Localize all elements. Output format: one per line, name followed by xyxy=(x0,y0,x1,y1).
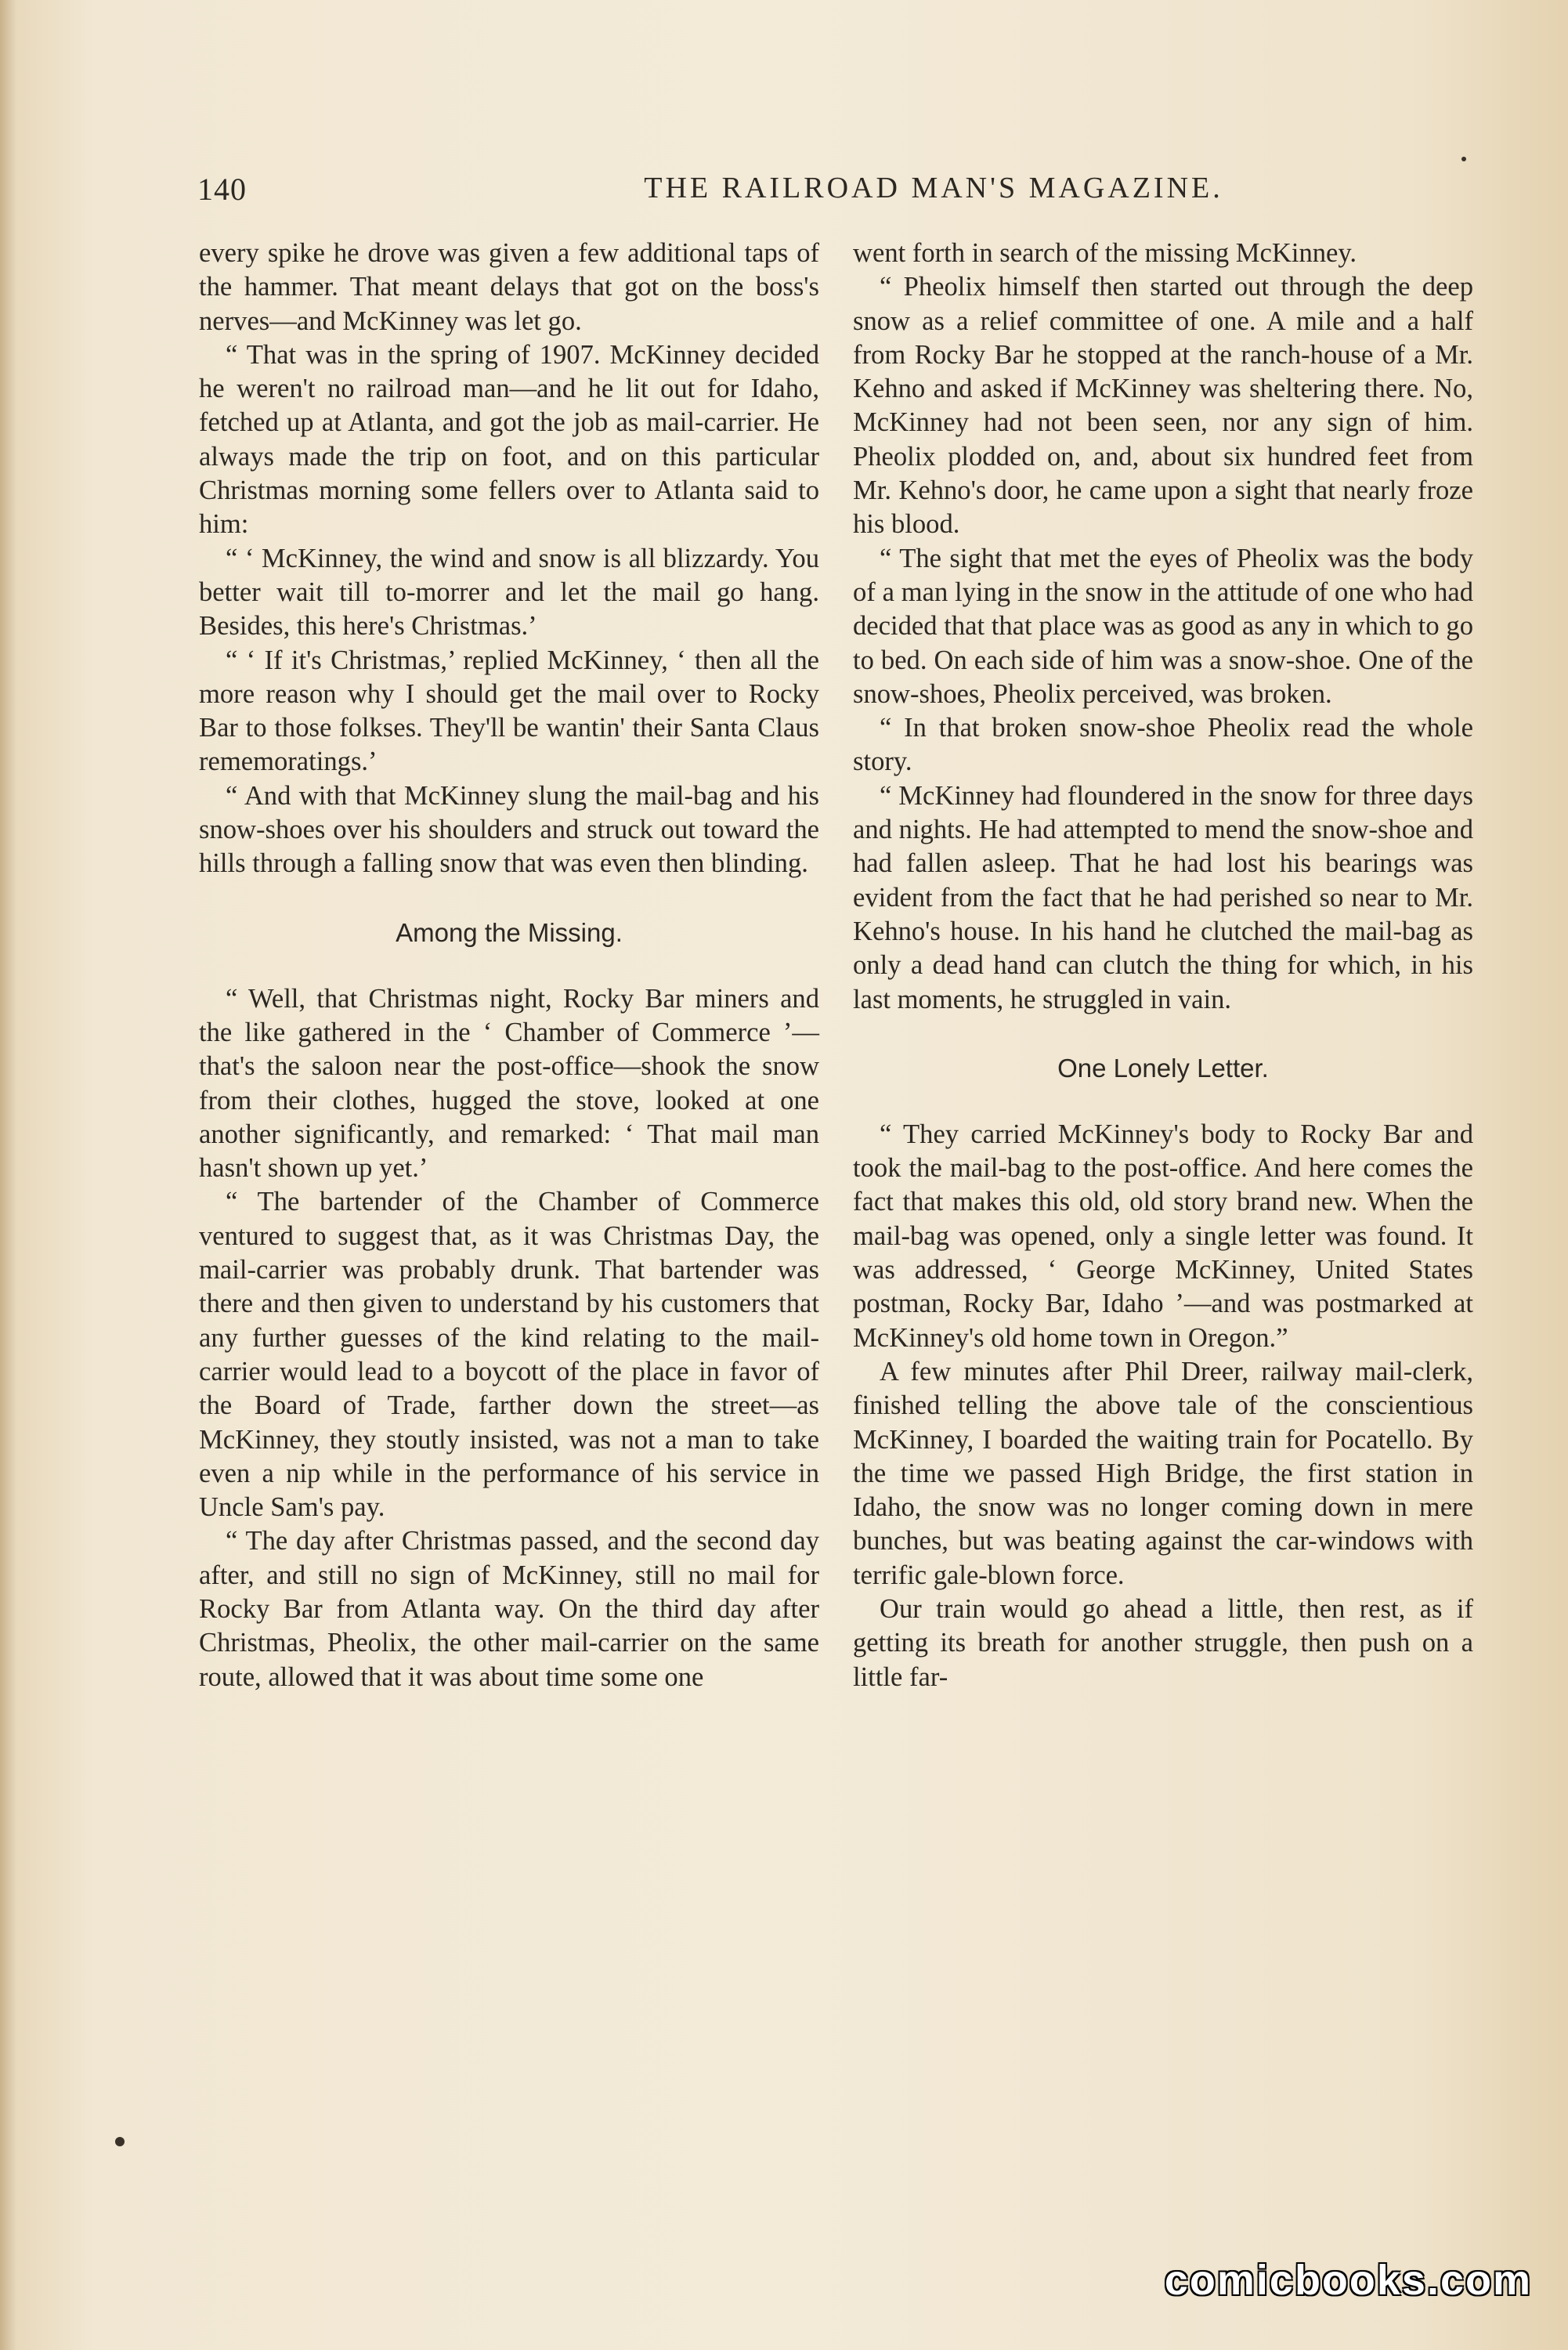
page-header xyxy=(197,171,1482,215)
left-column xyxy=(199,237,819,1694)
section-subheading: Among the Missing. xyxy=(396,917,623,947)
paragraph: “ And with that McKinney slung the mail-bag and his snow-shoes over his shoulders and struck out toward the hills through a falling snow that was even then blinding. xyxy=(199,780,819,879)
paragraph: “ The bartender of the Chamber of Commerce ventured to suggest that, as it was Christmas Day, the mail-carrier was probably drunk. That bartender was there and then given to understand by his customers that any further guesses of the kind relating to the mail-carrier would lead to a boycott of the place in favor of the Board of Trade, farther down the street—as McKinney, they stoutly insisted, was not a man to take even a nip while in the performance of his service in Uncle Sam's pay. xyxy=(199,1187,819,1523)
paragraph: “ The day after Christmas passed, and the second day after, and still no sign of McKinney, still no mail for Rocky Bar from Atlanta way. On the third day after Christmas, Pheolix, the other mail-carrier on the same route, allowed that it was about time some one xyxy=(199,1526,819,1692)
paragraph: “ They carried McKinney's body to Rocky Bar and took the mail-bag to the post-office. And here comes the fact that makes this old, old story brand new. When the mail-bag was opened, only a single letter was found. It was addressed, ‘ George McKinney, United States postman, Rocky Bar, Idaho ’—and was postmarked at McKinney's old home town in Oregon.” xyxy=(853,1119,1473,1353)
paragraph: “ In that broken snow-shoe Pheolix read the whole story. xyxy=(853,713,1473,777)
section-subheading: One Lonely Letter. xyxy=(1057,1053,1269,1083)
paragraph: “ Well, that Christmas night, Rocky Bar miners and the like gathered in the ‘ Chamber of Commerce ’—that's the saloon near the post-office—shook the snow from their clothes, hugged the stove, looked at one another significantly, and remarked: ‘ That mail man hasn't shown up yet.’ xyxy=(199,983,819,1184)
paragraph: “ ‘ If it's Christmas,’ replied McKinney, ‘ then all the more reason why I should get the mail over to Rocky Bar to those folkses. They'll be wantin' their Santa Claus rememoratings.’ xyxy=(199,645,819,777)
page-number: 140 xyxy=(197,172,247,207)
paragraph: every spike he drove was given a few additional taps of the hammer. That meant delays that got on the boss's nerves—and McKinney was let go. xyxy=(199,238,819,336)
paragraph: A few minutes after Phil Dreer, railway mail-clerk, finished telling the above tale of the conscientious McKinney, I boarded the waiting train for Pocatello. By the time we passed High Bridge, the first station in Idaho, the snow was no longer coming down in mere bunches, but was beating against the car-windows with terrific gale-blown force. xyxy=(853,1356,1473,1590)
paragraph: “ ‘ McKinney, the wind and snow is all blizzardy. You better wait till to-morrer and let the mail go hang. Besides, this here's Christmas.’ xyxy=(199,543,819,642)
ink-speck xyxy=(115,2137,125,2146)
running-title: THE RAILROAD MAN'S MAGAZINE. xyxy=(644,172,1223,204)
paragraph: “ The sight that met the eyes of Pheolix was the body of a man lying in the snow in the attitude of one who had decided that that place was as good as any in which to go to bed. On each side of him was a snow-shoe. One of the snow-shoes, Pheolix perceived, was broken. xyxy=(853,543,1473,709)
page-spine-edge xyxy=(0,0,17,2350)
right-column xyxy=(853,237,1473,1694)
paragraph: went forth in search of the missing McKinney. xyxy=(853,238,1357,268)
ink-speck xyxy=(1461,157,1466,161)
paragraph: “ McKinney had floundered in the snow for three days and nights. He had attempted to mend the snow-shoe and had fallen asleep. That he had lost his bearings was evident from the fact that he had perished so near to Mr. Kehno's house. In his hand he clutched the mail-bag as only a dead hand can clutch the thing for which, in his last moments, he struggled in vain. xyxy=(853,780,1473,1014)
paragraph: “ That was in the spring of 1907. McKinney decided he weren't no railroad man—and he lit out for Idaho, fetched up at Atlanta, and got the job as mail-carrier. He always made the trip on foot, and on this particular Christmas morning some fellers over to Atlanta said to him: xyxy=(199,339,819,540)
watermark-text: comicbooks.com xyxy=(1164,2257,1532,2304)
paragraph: Our train would go ahead a little, then rest, as if getting its breath for another struggle, then push on a little far- xyxy=(853,1593,1473,1692)
paragraph: “ Pheolix himself then started out through the deep snow as a relief committee of one. A mile and a half from Rocky Bar he stopped at the ranch-house of a Mr. Kehno and asked if McKinney was sheltering there. No, McKinney had not been seen, nor any sign of him. Pheolix plodded on, and, about six hundred feet from Mr. Kehno's door, he came upon a sight that nearly froze his blood. xyxy=(853,272,1473,540)
